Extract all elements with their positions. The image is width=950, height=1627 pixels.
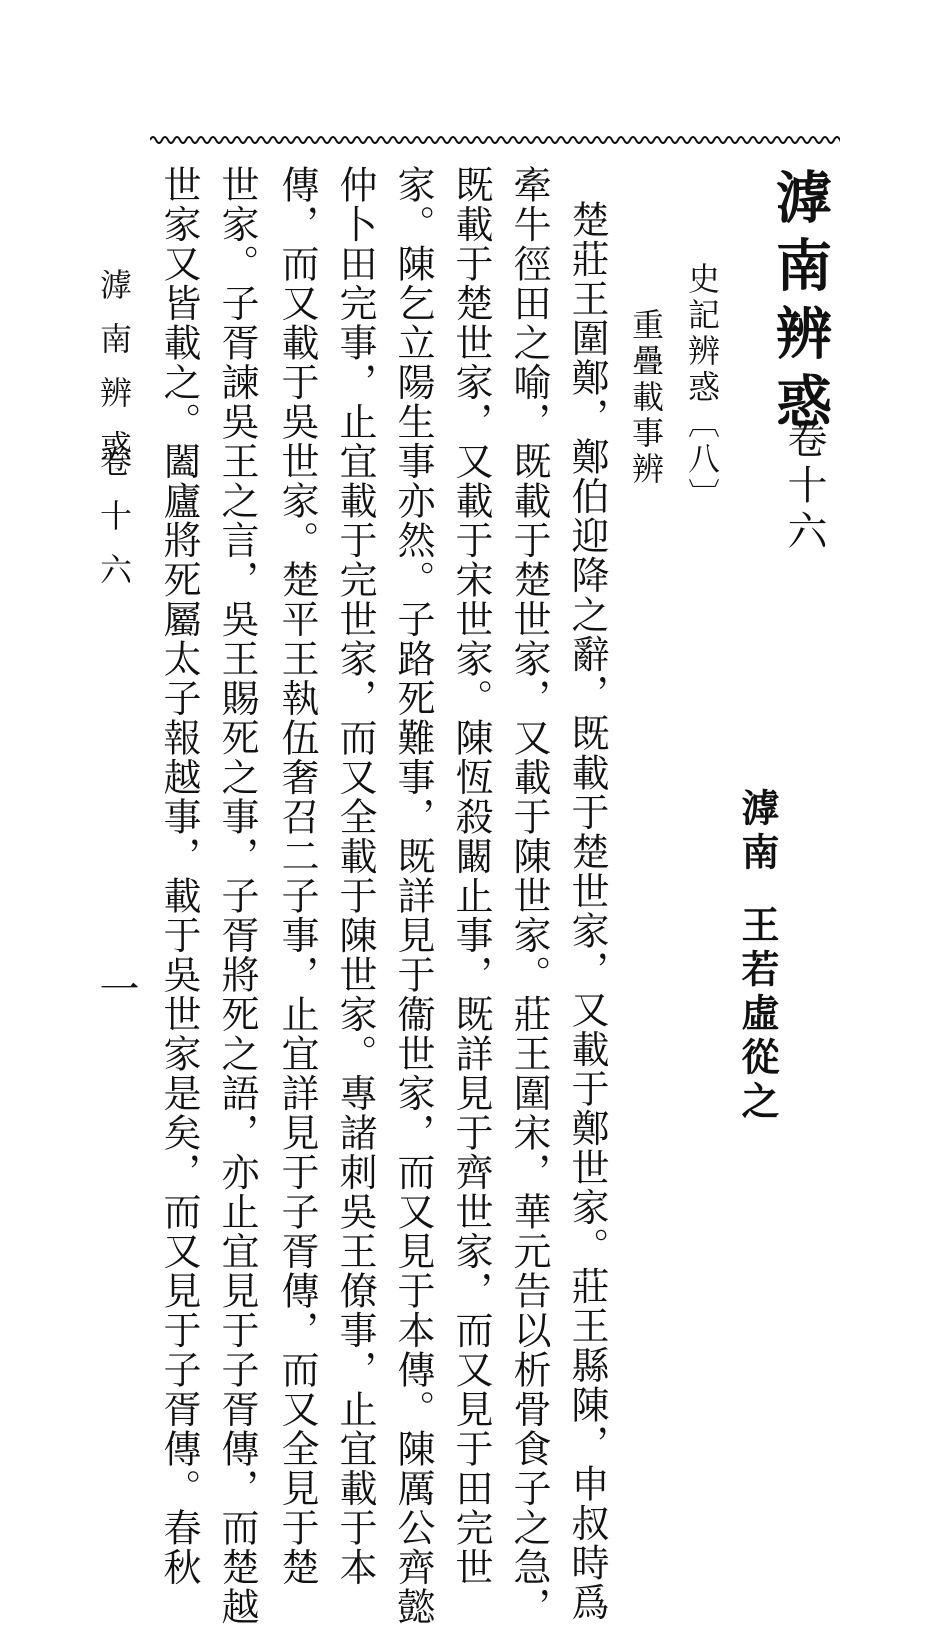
body-column-3: 既載于楚世家，又載于宋世家。陳恆殺闞止事，既詳見于齊世家，而又見于田完世 xyxy=(449,165,493,1587)
top-wavy-rule xyxy=(150,132,840,148)
author-place: 滹南 xyxy=(735,788,780,876)
volume-label: 卷十六 xyxy=(781,418,827,556)
section-heading: 史記辨惑〔八〕 xyxy=(683,262,721,514)
book-title: 滹南辨惑 xyxy=(767,168,833,440)
body-column-5: 仲卜田完事，止宜載于完世家，而又全載于陳世家。專諸刺吳王僚事，止宜載于本 xyxy=(333,165,377,1587)
body-column-1: 楚莊王圍鄭，鄭伯迎降之辭，既載于楚世家，又載于鄭世家。莊王縣陳，申叔時爲 xyxy=(565,200,609,1622)
margin-title: 滹南辨惑 xyxy=(95,268,133,484)
body-column-7: 世家。子胥諫吳王之言，吳王賜死之事，子胥將死之語，亦止宜見于子胥傳，而楚越 xyxy=(215,165,259,1627)
margin-volume: 卷十六 xyxy=(95,445,133,607)
body-column-4: 家。陳乞立陽生事亦然。子路死難事，既詳見于衞世家，而又見于本傳。陳厲公齊懿 xyxy=(391,165,435,1627)
body-column-8: 世家又皆載之。闔廬將死屬太子報越事，載于吳世家是矣，而又見于子胥傳。春秋 xyxy=(157,165,201,1587)
body-column-6: 傳，而又載于吳世家。楚平王執伍奢召二子事，止宜詳見于子胥傳，而又全見于楚 xyxy=(275,165,319,1587)
body-column-2: 牽牛徑田之喻，既載于楚世家，又載于陳世家。莊王圍宋，華元告以析骨食子之急， xyxy=(507,165,551,1627)
page-number: 一 xyxy=(93,968,139,1008)
topic-heading: 重疊載事辨 xyxy=(627,308,665,488)
author-name: 王若虛從之 xyxy=(735,905,780,1125)
